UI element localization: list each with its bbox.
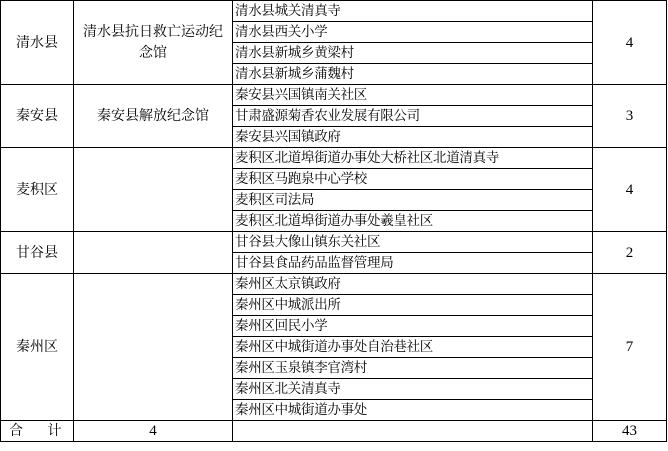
base-cell <box>74 274 233 421</box>
count-cell: 4 <box>593 1 667 85</box>
unit-cell: 甘谷县食品药品监督管理局 <box>233 253 593 274</box>
total-base-count: 4 <box>74 421 233 442</box>
county-cell: 清水县 <box>1 1 74 85</box>
county-cell: 甘谷县 <box>1 232 74 274</box>
table-row <box>1 1 667 22</box>
unit-cell: 秦州区北关清真寺 <box>233 379 593 400</box>
unit-cell: 麦积区司法局 <box>233 190 593 211</box>
unit-cell: 秦州区太京镇政府 <box>233 274 593 295</box>
unit-cell: 甘谷县大像山镇东关社区 <box>233 232 593 253</box>
count-cell: 4 <box>593 148 667 232</box>
base-cell: 秦安县解放纪念馆 <box>74 85 233 148</box>
unit-cell: 清水县西关小学 <box>233 22 593 43</box>
total-row <box>1 421 667 442</box>
unit-cell: 清水县城关清真寺 <box>233 1 593 22</box>
table-row <box>1 274 667 295</box>
unit-cell: 秦州区玉泉镇李官湾村 <box>233 358 593 379</box>
unit-cell: 甘肃盛源菊香农业发展有限公司 <box>233 106 593 127</box>
table-row <box>1 85 667 106</box>
county-cell: 秦安县 <box>1 85 74 148</box>
table-row <box>1 148 667 169</box>
total-label: 合 计 <box>1 421 74 442</box>
count-cell: 3 <box>593 85 667 148</box>
table-body <box>1 0 667 442</box>
unit-cell: 秦州区中城派出所 <box>233 295 593 316</box>
unit-cell: 秦州区中城街道办事处 <box>233 400 593 421</box>
count-cell: 7 <box>593 274 667 421</box>
unit-cell: 秦州区中城街道办事处自治巷社区 <box>233 337 593 358</box>
count-cell: 2 <box>593 232 667 274</box>
unit-cell: 秦安县兴国镇政府 <box>233 127 593 148</box>
base-cell <box>74 232 233 274</box>
unit-cell: 麦积区北道埠街道办事处羲皇社区 <box>233 211 593 232</box>
base-cell: 清水县抗日救亡运动纪念馆 <box>74 1 233 85</box>
total-unit-cell <box>233 421 593 442</box>
unit-cell: 清水县新城乡蒲魏村 <box>233 64 593 85</box>
total-unit-count: 43 <box>593 421 667 442</box>
unit-cell: 麦积区马跑泉中心学校 <box>233 169 593 190</box>
unit-cell: 清水县新城乡黄梁村 <box>233 43 593 64</box>
unit-cell: 秦安县兴国镇南关社区 <box>233 85 593 106</box>
unit-cell: 秦州区回民小学 <box>233 316 593 337</box>
county-cell: 麦积区 <box>1 148 74 232</box>
base-cell <box>74 148 233 232</box>
unit-cell: 麦积区北道埠街道办事处大桥社区北道清真寺 <box>233 148 593 169</box>
county-cell: 秦州区 <box>1 274 74 421</box>
table-row <box>1 232 667 253</box>
